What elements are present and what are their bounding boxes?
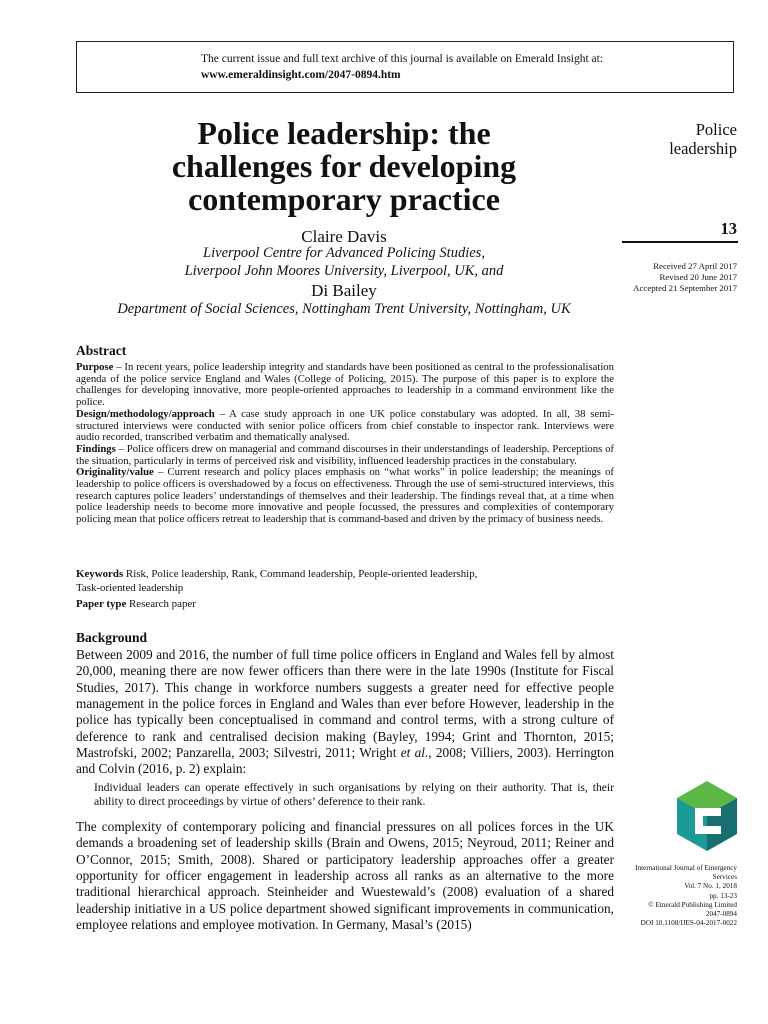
abstract-label: Purpose [76, 361, 114, 373]
paper-type [76, 598, 614, 611]
journal-volume: Vol. 7 No. 1, 2018 [684, 882, 737, 891]
paragraph-italic: et al. [400, 745, 429, 761]
keywords-continued: Task-oriented leadership [76, 582, 184, 594]
abstract-findings [76, 444, 614, 467]
running-title-line: Police [695, 120, 737, 139]
title-line: challenges for developing [171, 148, 517, 184]
abstract-text: – In recent years, police leadership integrity and standards have been positioned as central to the professionalisation agenda of the police service England and Wales (College of Policing, 2015). The purpose of this paper is to explore the challenges for developing innovative, more people-oriented approaches to leadership in a command environment like the police. [76, 361, 614, 409]
journal-url-link[interactable]: www.emeraldinsight.com/2047-0894.htm [201, 69, 401, 81]
author-name: Di Bailey [311, 281, 377, 300]
running-title [640, 120, 737, 158]
background-paragraph: The complexity of contemporary policing and financial pressures on all polices forces in the UK demands a broadening set of leadership skills (Brain and Owens, 2015; Neyroud, 2011; Reiner and O’Connor, 2015; Smith, 2008). Shared or participatory leadership approaches offer a greater opportunity for officer engagement in leadership across all ranks as an alternative to the more traditional hierarchical approach. Steinheider and Wuestewald’s (2008) evaluation of a shared leadership initiative in a US police department showed significant improvements in communication, employee relations and employee motivation. In Germany, Masal’s (2015) [76, 819, 614, 933]
abstract-text: – Police officers drew on managerial and command discourses in their understandings of leadership. Perceptions of the situation, particularly in terms of perceived risk and visibility, influenced leadership practices in the constabulary. [76, 442, 614, 467]
background-paragraph [76, 647, 614, 778]
emerald-publishing-logo-icon [676, 780, 738, 852]
article-history [600, 261, 737, 294]
running-title-line: leadership [669, 139, 737, 158]
abstract-body [76, 362, 614, 526]
abstract-heading: Abstract [76, 343, 127, 358]
article-title [130, 117, 558, 216]
abstract-purpose [76, 362, 614, 409]
journal-doi[interactable]: DOI 10.1108/IJES-04-2017-0022 [640, 919, 737, 928]
accepted-date: Accepted 21 September 2017 [633, 283, 737, 293]
archive-notice-box [76, 41, 734, 93]
abstract-text: – Current research and policy places emphasis on “what works” in police leadership; the meanings of leadership to police officers is overshadowed by a focus on effectiveness. Through the use of semi-structured interviews, this research captures police leaders’ understandings of themselves and their leadership. The findings reveal that, at a time when police leadership needs to become more innovative and people focussed, the pressures and complexities of contemporary policing mean that police officers retreat to leadership that is command-based and driven by the primacy of business needs. [76, 466, 614, 526]
abstract-label: Originality/value [76, 466, 154, 479]
journal-citation [610, 864, 737, 928]
block-quote: Individual leaders can operate effectively in such organisations by relying on their authority. That is, their ability to direct proceedings by virtue of others’ deference to their rank. [94, 781, 614, 808]
paper-type-text: Research paper [126, 598, 196, 610]
journal-copyright: © Emerald Publishing Limited [648, 900, 737, 909]
abstract-label: Design/methodology/approach [76, 407, 215, 420]
title-line: Police leadership: the [197, 115, 491, 151]
sidebar-divider [622, 241, 738, 243]
abstract-originality [76, 467, 614, 526]
background-heading: Background [76, 630, 148, 645]
page-number: 13 [720, 219, 737, 238]
author-affiliation: Liverpool John Moores University, Liverpool, UK, and [184, 263, 504, 279]
journal-pages: pp. 13-23 [709, 891, 737, 900]
paragraph-text: Between 2009 and 2016, the number of full time police officers in England and Wales fell by almost 20,000, meaning there are now fewer officers than there were in the late 1990s (Institute for Fiscal Studies, 2017). This change in workforce numbers suggests a greater need for effective people management in the police forces in England and Wales than ever before However, leadership in the police has typically been conceptualised in command and control terms, with a strong culture of deference to rank and centralised decision making (Bayley, 1994; Grint and Thornton, 2015; Mastrofski, 2002; Panzarella, 2003; Silvestri, 2011; Wright [76, 647, 614, 761]
author-affiliation: Liverpool Centre for Advanced Policing Studies, [203, 245, 485, 261]
abstract-design [76, 409, 614, 444]
paragraph-text: , 2008; Villiers, 2003). Herrington and Colvin (2016, p. 2) explain: [76, 745, 614, 777]
title-line: contemporary practice [188, 181, 500, 217]
abstract-text: – A case study approach in one UK police constabulary was adopted. In all, 38 semi-structured interviews were conducted with senior police officers from chief constable to inspector rank. Interviews were audio recorded, transcribed verbatim and thematically analysed. [76, 407, 614, 444]
keywords-label: Keywords [76, 568, 124, 580]
revised-date: Revised 20 June 2017 [659, 272, 737, 282]
received-date: Received 27 April 2017 [653, 261, 737, 271]
journal-name: International Journal of Emergency Services [635, 864, 737, 882]
paper-type-label: Paper type [76, 598, 127, 610]
journal-issn: 2047-0894 [705, 910, 737, 919]
keywords-text: Risk, Police leadership, Rank, Command leadership, People-oriented leadership, [123, 568, 478, 580]
abstract-label: Findings [76, 442, 116, 455]
keywords [76, 568, 614, 581]
author-name: Claire Davis [301, 227, 387, 246]
author-affiliation: Department of Social Sciences, Nottingham Trent University, Nottingham, UK [117, 301, 571, 317]
archive-notice-text: The current issue and full text archive of this journal is available on Emerald Insight at: [201, 53, 604, 65]
